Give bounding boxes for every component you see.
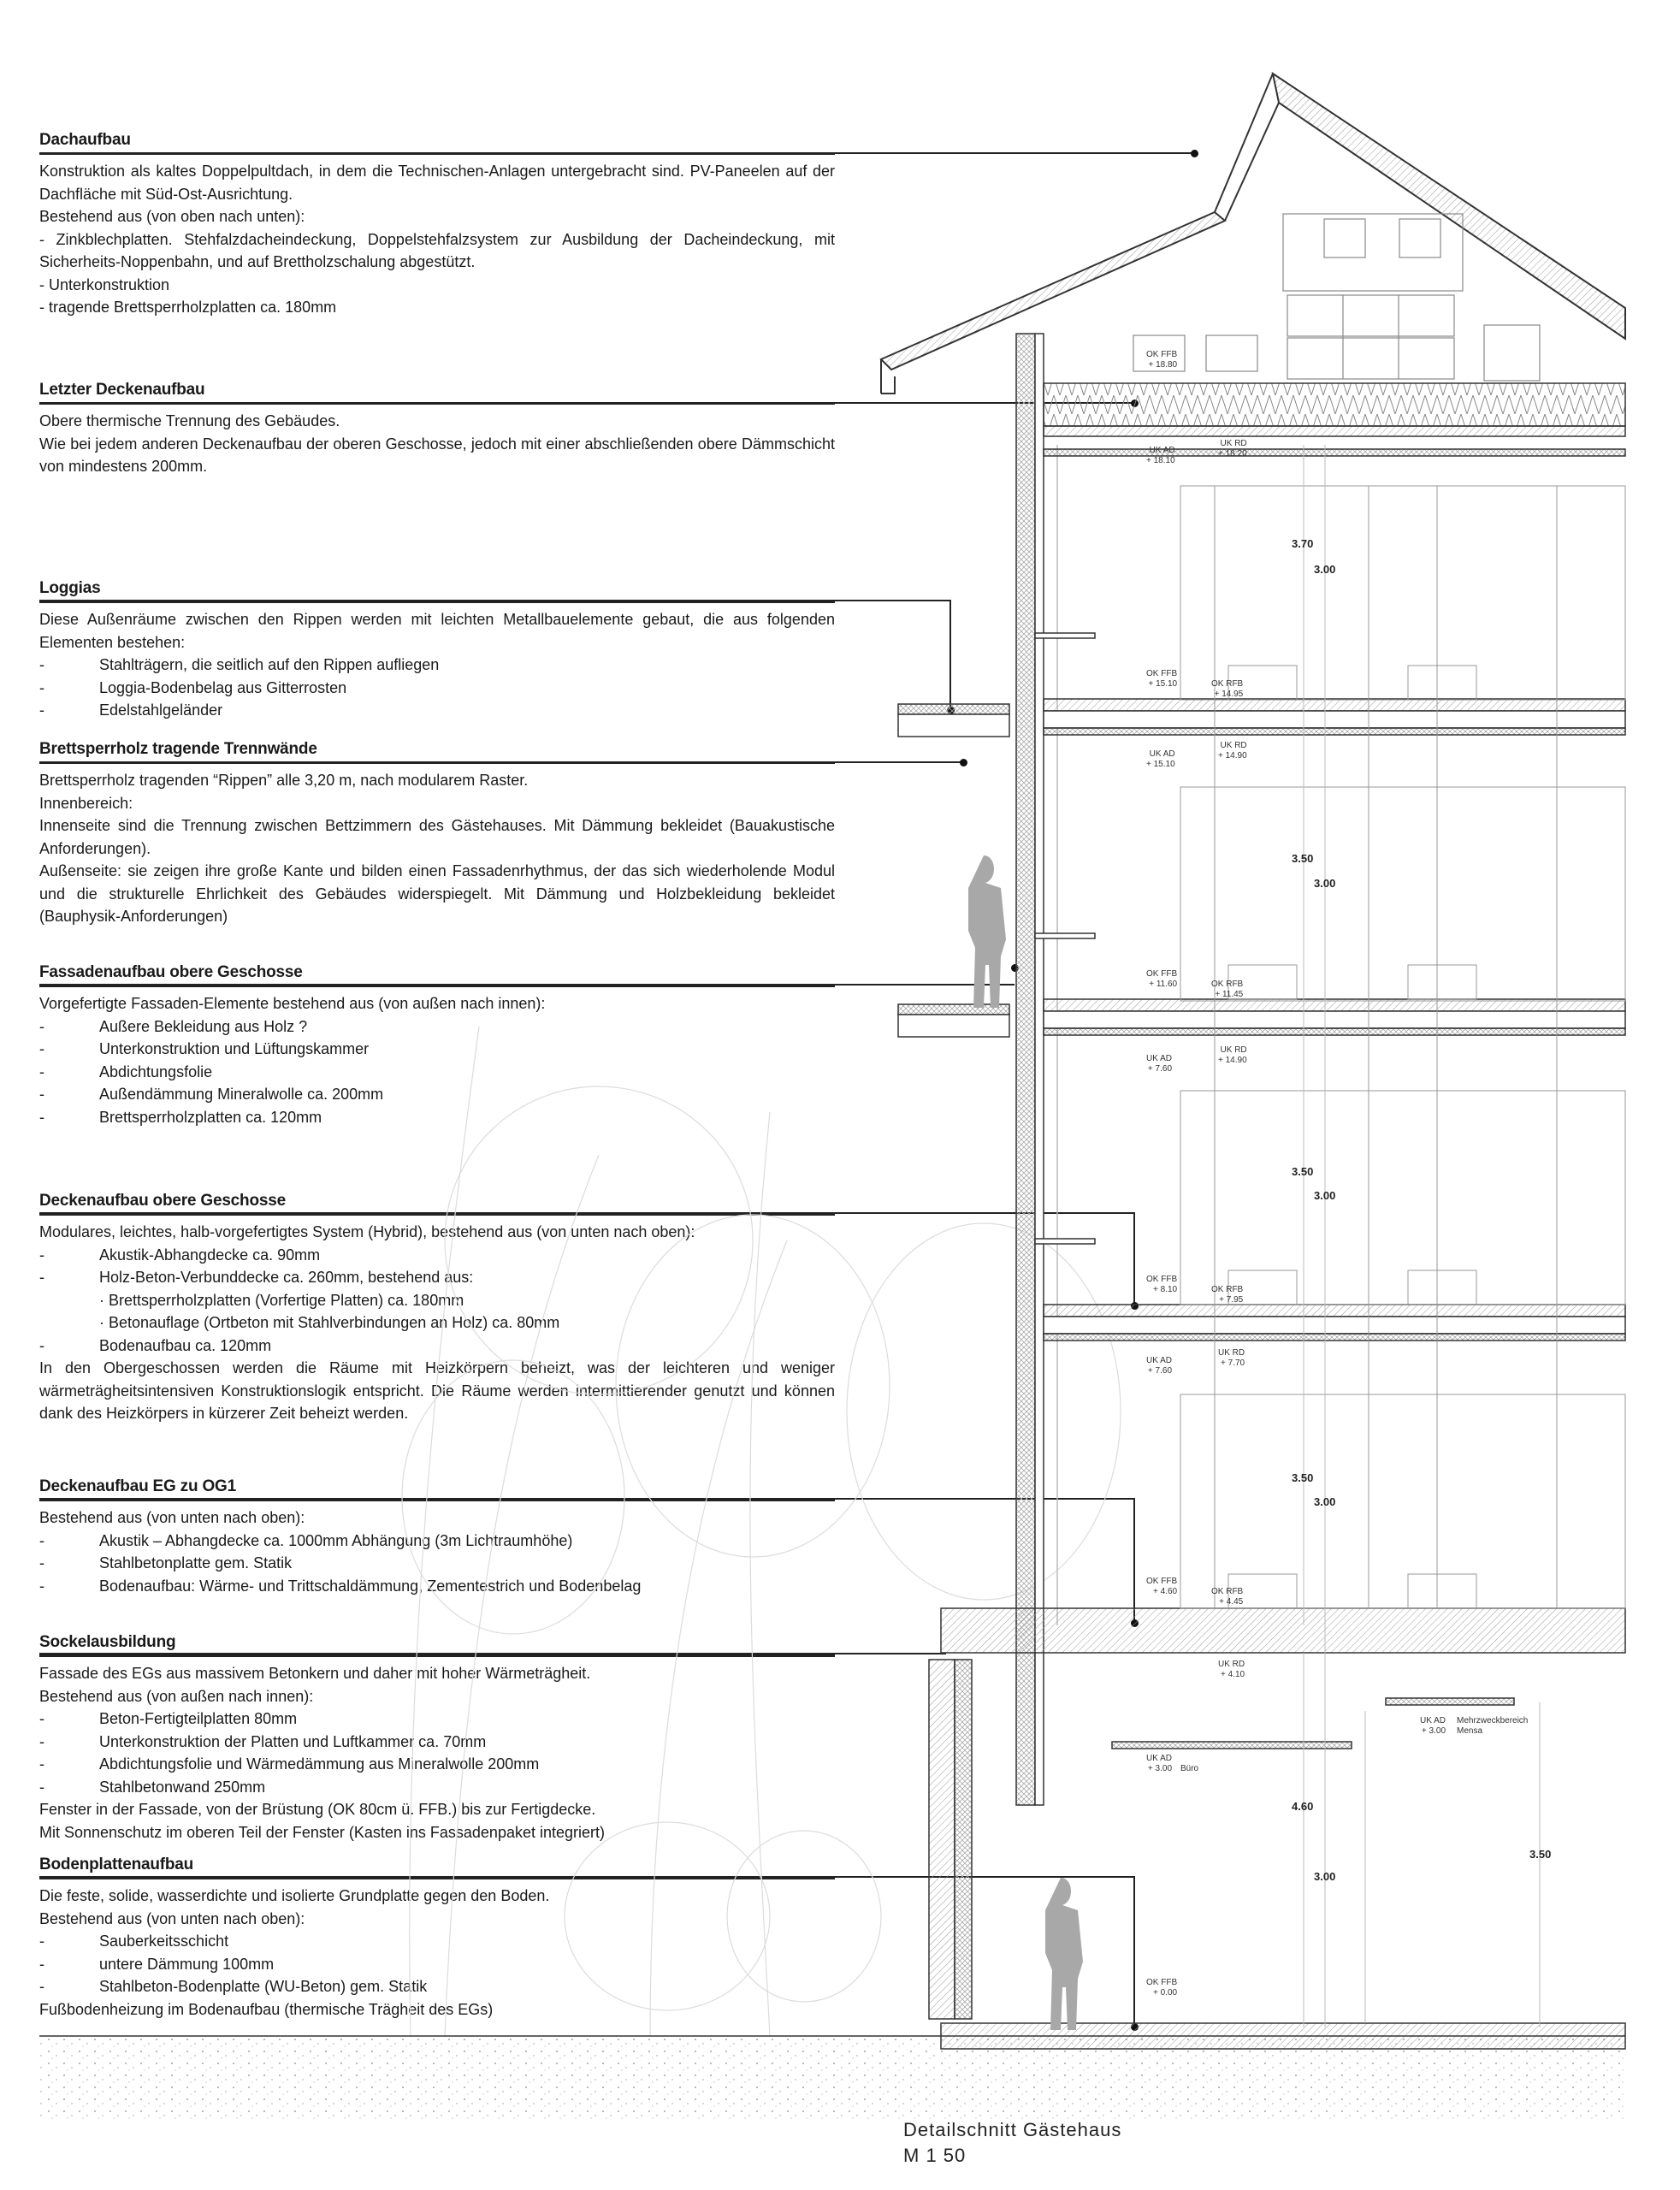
level-marker: OK FFB + 15.10	[1146, 669, 1178, 689]
list-bullet: -	[39, 1577, 44, 1595]
section-paragraph: Diese Außenräume zwischen den Rippen werden mit leichten Metallbauelemente gebaut, die aus folgenden Elementen bestehen:	[39, 611, 835, 651]
dimension-label: 3.00	[1314, 1495, 1336, 1508]
section-paragraph: Außenseite: sie zeigen ihre große Kante und bilden einen Fassadenrhythmus, der das sich wiederholende Modul und die strukturelle Ehrlichkeit des Gebäudes widerspiegelt. Mit Dämmung und Holzbekleidung bekleidet (Bauphysik-Anforderungen)	[39, 862, 835, 925]
tree-outlines	[402, 1027, 1121, 2036]
dimension-label: 3.50	[1292, 1165, 1314, 1178]
list-bullet: -	[39, 1040, 44, 1057]
list-bullet: -	[39, 1933, 44, 1950]
list-item-text: Brettsperrholzplatten ca. 120mm	[99, 1108, 322, 1126]
section-title: Deckenaufbau EG zu OG1	[39, 1477, 236, 1495]
section-paragraph: Obere thermische Trennung des Gebäudes.	[39, 412, 340, 429]
section-paragraph: Bestehend aus (von unten nach oben):	[39, 1509, 305, 1526]
list-item-text: Abdichtungsfolie und Wärmedämmung aus Mineralwolle 200mm	[99, 1755, 540, 1773]
section-paragraph: Innenseite sind die Trennung zwischen Bettzimmern des Gästehauses. Mit Dämmung bekleidet (Bauakustische Anforderungen).	[39, 817, 835, 857]
section-paragraph: Wie bei jedem anderen Deckenaufbau der oberen Geschosse, jedoch mit einer abschließenden obere Dämmschicht von mindestens 200mm.	[39, 435, 835, 475]
slab-og3	[1044, 699, 1625, 711]
section-title: Bodenplattenaufbau	[39, 1856, 194, 1873]
dimension-label: 4.60	[1292, 1800, 1314, 1813]
list-item-text: · Betonauflage (Ortbeton mit Stahlverbindungen an Holz) ca. 80mm	[99, 1314, 560, 1331]
section-paragraph: Innenbereich:	[39, 794, 133, 812]
level-marker: OK FFB + 18.80	[1146, 350, 1178, 370]
list-item-text: Loggia-Bodenbelag aus Gitterrosten	[99, 678, 347, 696]
list-bullet: -	[39, 1108, 44, 1126]
section-paragraph: Fassade des EGs aus massivem Betonkern und daher mit hoher Wärmeträgheit.	[39, 1665, 591, 1682]
section-title: Deckenaufbau obere Geschosse	[39, 1192, 286, 1210]
level-marker: OK RFB + 14.95	[1211, 679, 1244, 699]
list-item-text: Außendämmung Mineralwolle ca. 200mm	[99, 1086, 384, 1103]
dimension-lines	[1304, 445, 1540, 2027]
list-item-text: Unterkonstruktion der Platten und Luftkammer ca. 70mm	[99, 1732, 487, 1750]
section-paragraph: Die feste, solide, wasserdichte und isolierte Grundplatte gegen den Boden.	[39, 1887, 550, 1904]
list-bullet: -	[39, 1062, 44, 1080]
level-marker: OK FFB + 11.60	[1146, 969, 1178, 989]
drawing-caption	[903, 2117, 1121, 2169]
level-marker: UK RD + 14.90	[1218, 741, 1247, 761]
level-marker: OK FFB + 4.60	[1146, 1577, 1178, 1596]
level-marker: OK RFB + 11.45	[1211, 980, 1244, 999]
list-item-text: Unterkonstruktion und Lüftungskammer	[99, 1040, 370, 1057]
list-bullet: -	[39, 1554, 44, 1571]
level-marker: OK RFB + 7.95	[1211, 1285, 1244, 1305]
section-paragraph: In den Obergeschossen werden die Räume mit Heizkörpern beheizt, was der leichteren und weniger wärmeträgheitsintensiven Konstruktionslogik entspricht. Die Räume werden intermittierender genutzt und können dank des Heizkörpers in kürzerer Zeit beheizt werden.	[39, 1359, 835, 1422]
section-title: Letzter Deckenaufbau	[39, 381, 205, 399]
list-item-text: Sauberkeitsschicht	[99, 1933, 229, 1950]
list-bullet: -	[39, 1336, 44, 1354]
section-paragraph: Vorgefertigte Fassaden-Elemente bestehend aus (von außen nach innen):	[39, 995, 546, 1012]
list-bullet: -	[39, 1955, 44, 1973]
list-bullet: -	[39, 1531, 44, 1549]
list-item-text: Stahlbetonplatte gem. Statik	[99, 1554, 293, 1571]
list-bullet: -	[39, 1732, 44, 1750]
slab-roof	[1044, 383, 1625, 426]
slab-og1	[1044, 1305, 1625, 1317]
list-item-text: Abdichtungsfolie	[99, 1062, 213, 1080]
level-marker: UK AD + 7.60	[1146, 1054, 1173, 1074]
list-item-text: Stahlträgern, die seitlich auf den Rippen aufliegen	[99, 656, 440, 673]
level-marker: UK AD + 18.10	[1146, 446, 1175, 465]
dimension-label: 3.50	[1529, 1848, 1552, 1861]
section-paragraph: Fußbodenheizung im Bodenaufbau (thermische Trägheit des EGs)	[39, 2000, 494, 2018]
level-marker: UK RD + 18.20	[1218, 439, 1247, 459]
list-bullet: -	[39, 1755, 44, 1773]
list-item-text: Akustik-Abhangdecke ca. 90mm	[99, 1246, 321, 1264]
section-paragraph: Bestehend aus (von oben nach unten):	[39, 208, 305, 225]
section-paragraph: - tragende Brettsperrholzplatten ca. 180mm	[39, 299, 337, 316]
list-item-text: Bodenaufbau ca. 120mm	[99, 1336, 272, 1354]
section-paragraph: - Zinkblechplatten. Stehfalzdacheindeckung, Doppelstehfalzsystem zur Ausbildung der Dacheindeckung, mit Sicherheits-Noppenbahn, und auf Brettholzschalung abgestützt.	[39, 230, 835, 270]
section-paragraph: Bestehend aus (von außen nach innen):	[39, 1687, 314, 1705]
dimension-label: 3.00	[1314, 1189, 1336, 1202]
list-bullet: -	[39, 1710, 44, 1727]
section-title: Loggias	[39, 579, 101, 597]
drawing-title: Detailschnitt Gästehaus	[903, 2119, 1122, 2140]
list-item-text: Akustik – Abhangdecke ca. 1000mm Abhängung (3m Lichtraumhöhe)	[99, 1531, 573, 1549]
level-marker: UK AD + 3.00	[1146, 1754, 1173, 1773]
list-item-text: Außere Bekleidung aus Holz ?	[99, 1017, 308, 1035]
drawing-scale: M 1 50	[903, 2145, 967, 2166]
list-bullet: -	[39, 701, 44, 719]
ground	[39, 2036, 1625, 2122]
section-paragraph: Brettsperrholz tragenden “Rippen” alle 3,20 m, nach modularem Raster.	[39, 772, 529, 789]
section-title: Sockelausbildung	[39, 1633, 176, 1651]
dimension-label: 3.00	[1314, 877, 1336, 890]
section-paragraph: Modulares, leichtes, halb-vorgefertigtes System (Hybrid), bestehend aus (von unten nach oben):	[39, 1223, 695, 1240]
level-marker: UK AD + 15.10	[1146, 749, 1175, 769]
list-item-text: Bodenaufbau: Wärme- und Trittschaldämmung, Zementestrich und Bodenbelag	[99, 1577, 642, 1595]
list-item-text: · Brettsperrholzplatten (Vorfertige Platten) ca. 180mm	[99, 1291, 464, 1309]
dimension-label: 3.00	[1314, 563, 1336, 576]
list-bullet: -	[39, 1269, 44, 1286]
list-bullet: -	[39, 678, 44, 696]
section-title: Brettsperrholz tragende Trennwände	[39, 740, 317, 758]
section-paragraph: Bestehend aus (von unten nach oben):	[39, 1909, 305, 1927]
level-marker: UK RD + 7.70	[1218, 1348, 1245, 1368]
slab-eg	[941, 1608, 1625, 1653]
room-label-buero: Büro	[1180, 1764, 1199, 1773]
list-item-text: Beton-Fertigteilplatten 80mm	[99, 1710, 298, 1727]
level-marker: UK RD + 14.90	[1218, 1045, 1247, 1065]
section-paragraph: Fenster in der Fassade, von der Brüstung (OK 80cm ü. FFB.) bis zur Fertigdecke.	[39, 1801, 596, 1818]
section-paragraph: Konstruktion als kaltes Doppelpultdach, in dem die Technischen-Anlagen untergebracht sind. PV-Paneelen auf der Dachfläche mit Süd-Ost-Ausrichtung.	[39, 163, 835, 203]
list-item-text: untere Dämmung 100mm	[99, 1955, 275, 1973]
list-bullet: -	[39, 656, 44, 673]
section-title: Dachaufbau	[39, 131, 131, 149]
dimension-label: 3.50	[1292, 852, 1314, 865]
room-label-mehrzweck: Mehrzweckbereich Mensa	[1457, 1716, 1529, 1736]
section-paragraph: Mit Sonnenschutz im oberen Teil der Fenster (Kasten ins Fassadenpaket integriert)	[39, 1823, 605, 1841]
list-bullet: -	[39, 1978, 44, 1995]
section-paragraph: - Unterkonstruktion	[39, 275, 170, 293]
level-marker: OK RFB + 4.45	[1211, 1587, 1244, 1607]
list-bullet: -	[39, 1017, 44, 1035]
facade-wall	[929, 334, 1057, 2019]
roof	[881, 74, 1625, 394]
list-item-text: Stahlbeton-Bodenplatte (WU-Beton) gem. Statik	[99, 1978, 428, 1995]
level-marker: UK AD + 7.60	[1146, 1356, 1173, 1376]
level-marker: UK AD + 3.00	[1420, 1716, 1446, 1736]
level-marker: UK RD + 4.10	[1218, 1660, 1245, 1679]
list-item-text: Edelstahlgeländer	[99, 701, 223, 719]
dimension-label: 3.00	[1314, 1870, 1336, 1883]
list-bullet: -	[39, 1086, 44, 1103]
list-bullet: -	[39, 1246, 44, 1264]
section-title: Fassadenaufbau obere Geschosse	[39, 963, 303, 981]
dimension-label: 3.50	[1292, 1471, 1314, 1484]
list-bullet: -	[39, 1778, 44, 1796]
list-item-text: Stahlbetonwand 250mm	[99, 1778, 266, 1796]
level-marker: OK FFB + 8.10	[1146, 1275, 1178, 1294]
dimension-label: 3.70	[1292, 537, 1314, 550]
list-item-text: Holz-Beton-Verbunddecke ca. 260mm, bestehend aus:	[99, 1269, 474, 1286]
level-marker: OK FFB + 0.00	[1146, 1978, 1178, 1998]
